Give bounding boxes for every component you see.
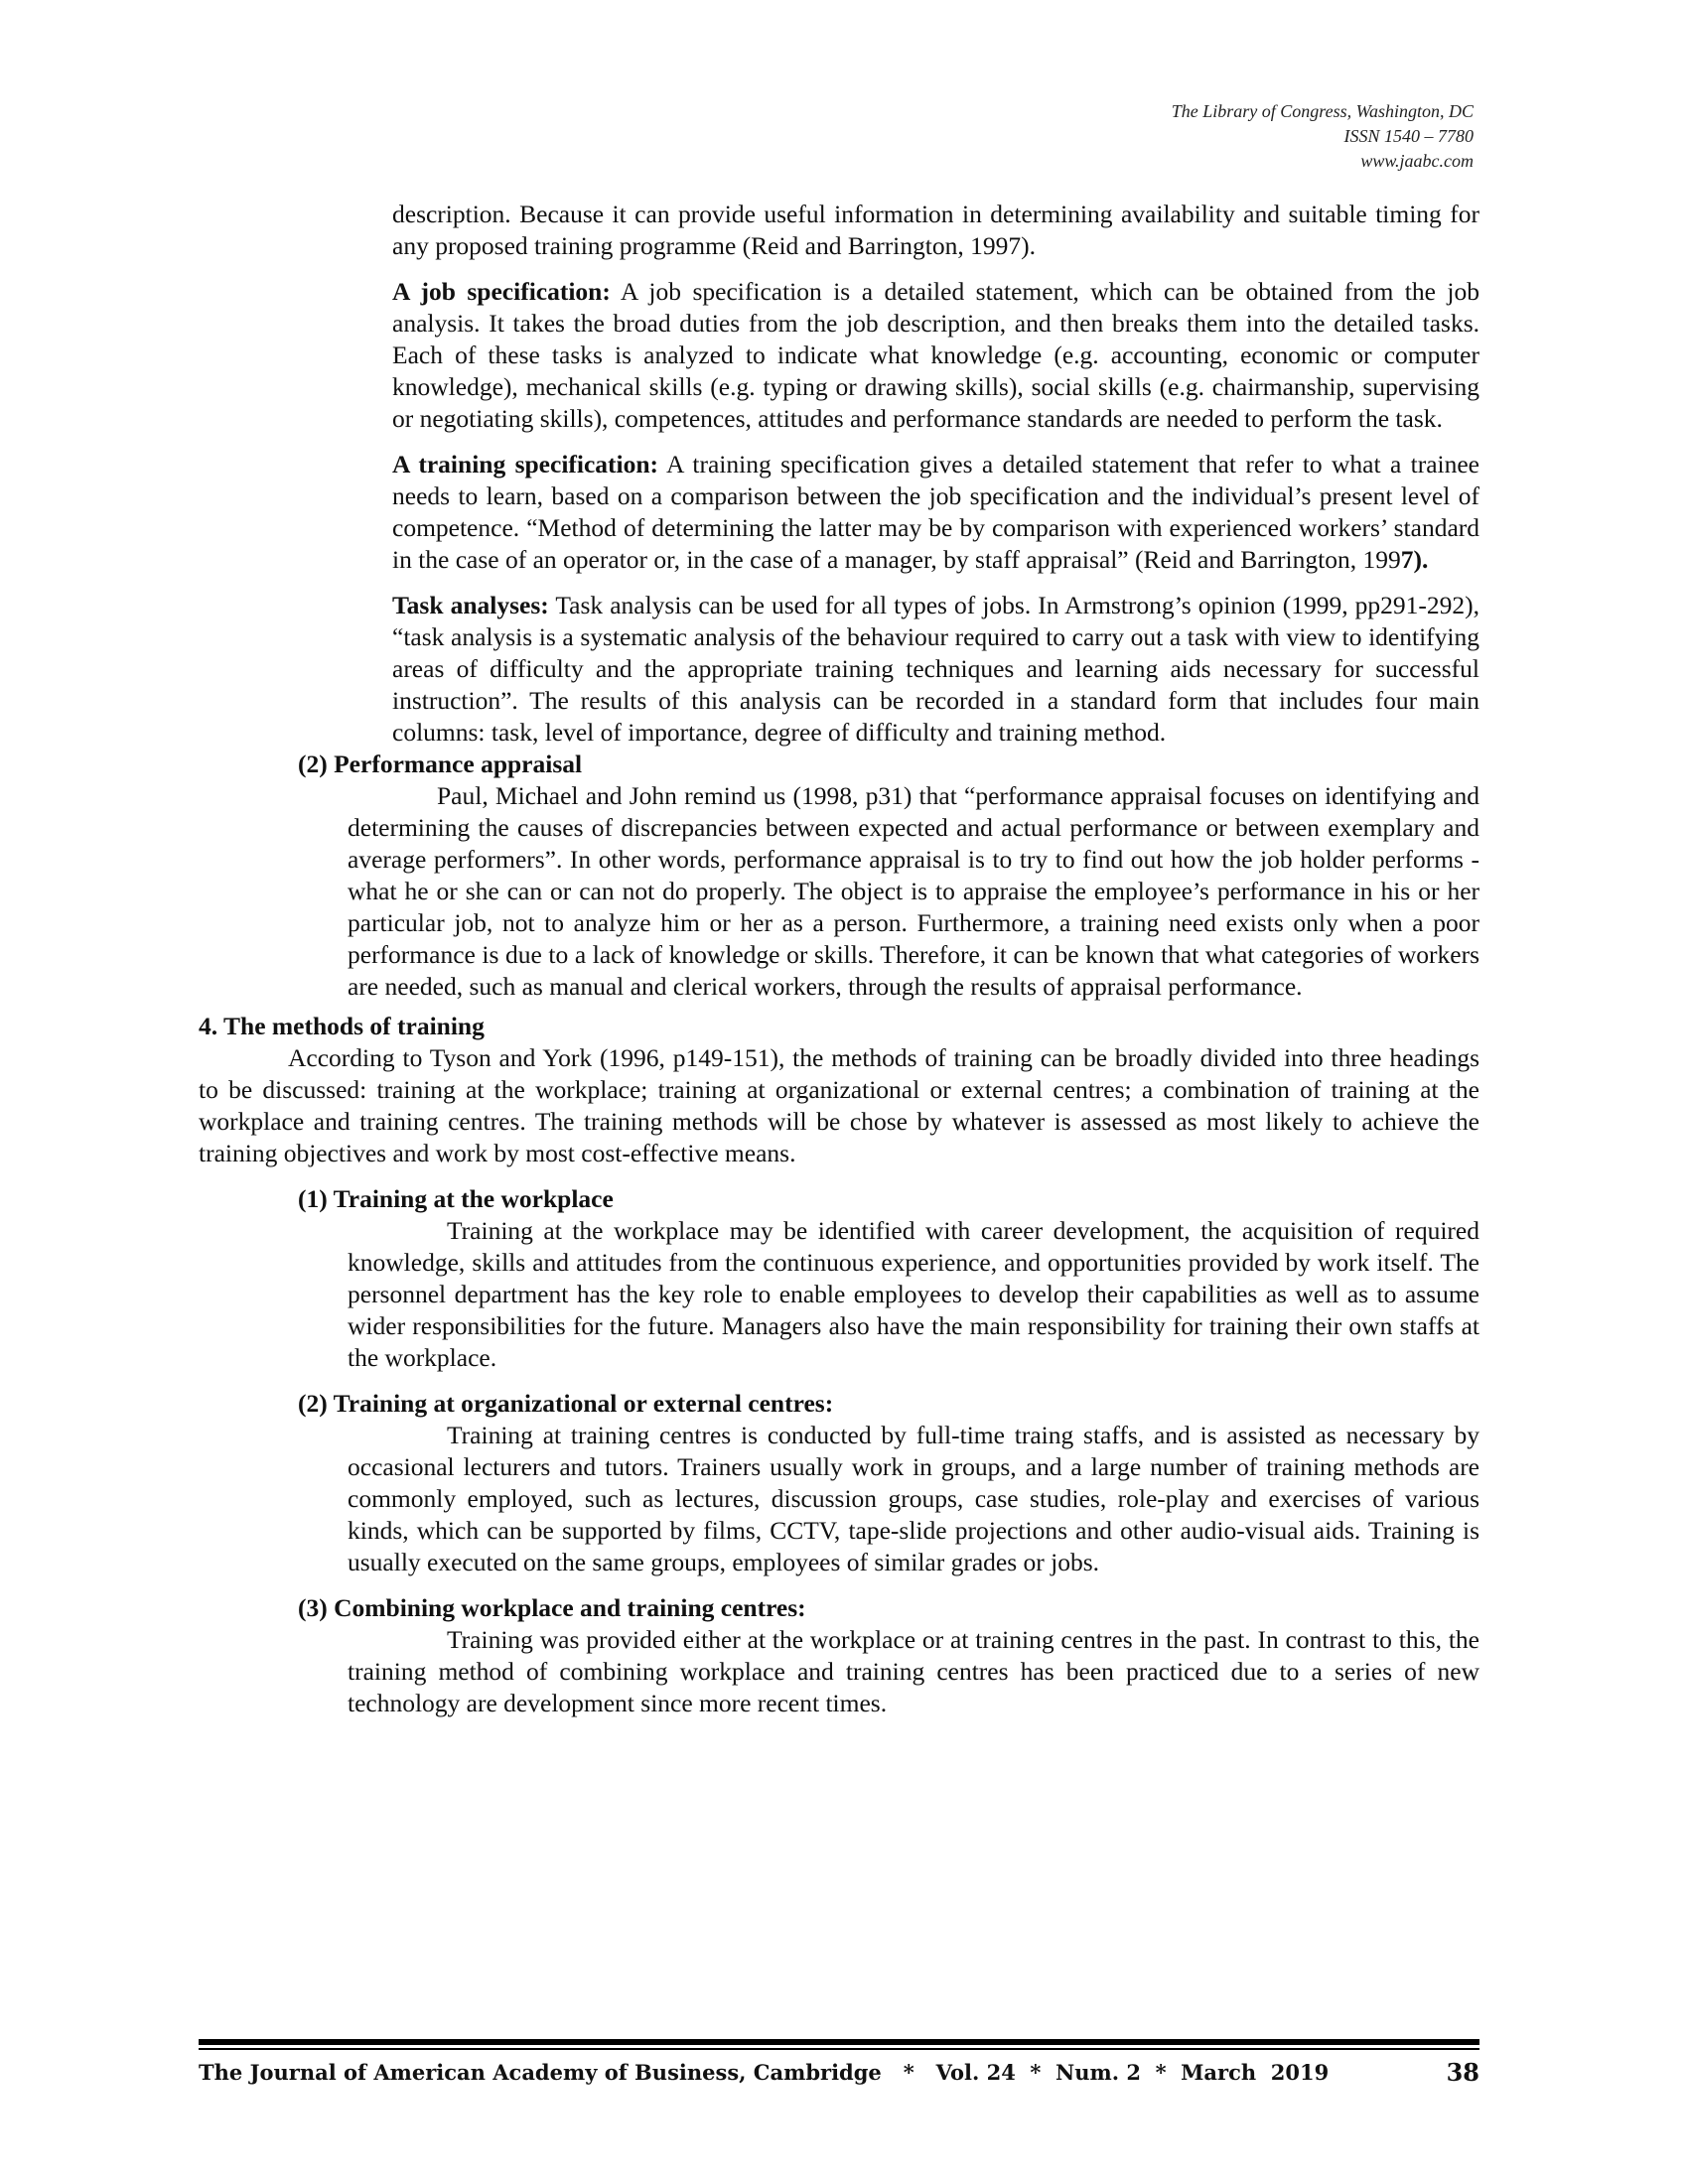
paragraph-task-analyses: Task analyses: Task analysis can be used for all types of jobs. In Armstrong’s opinion (1999, pp291-292), “task analysis is a systematic analysis of the behaviour required to carry out a task with view to identifying areas of difficulty and the appropriate training techniques and learning aids necessary for successful instruction”. The results of this analysis can be recorded in a standard form that includes four main columns: task, level of importance, degree of difficulty and training method. [392, 591, 1480, 747]
term-job-specification: A job specification: [392, 277, 611, 306]
paragraph-workplace: Training at the workplace may be identified with career development, the acquisition of required knowledge, skills and attitudes from the continuous experience, and opportunities provided by work itself. The personnel department has the key role to enable employees to develop their capabilities as well as to assume wider responsibilities for the future. Managers also have the main responsibility for training their own staffs at the workplace. [348, 1216, 1479, 1372]
term-training-specification: A training specification: [392, 450, 659, 478]
section-heading-methods: 4. The methods of training [199, 1012, 485, 1040]
footer-journal-citation: The Journal of American Academy of Business, Cambridge * Vol. 24 * Num. 2 * March 2019 [199, 2060, 1330, 2085]
header-library: The Library of Congress, Washington, DC [1171, 101, 1474, 121]
paragraph-performance-appraisal: Paul, Michael and John remind us (1998, p31) that “performance appraisal focuses on identifying and determining the causes of discrepancies between expected and actual performance or between exemplary and average performers”. In other words, performance appraisal is to try to find out how the job holder performs - what he or she can or can not do properly. The object is to appraise the employee’s performance in his or her particular job, not to analyze him or her as a person. Furthermore, a training need exists only when a poor performance is due to a lack of knowledge or skills. Therefore, it can be known that what categories of workers are needed, such as manual and clerical workers, through the results of appraisal performance. [348, 781, 1479, 1001]
subheading-combining: (3) Combining workplace and training centres: [298, 1593, 806, 1622]
paragraph-organizational-centres: Training at training centres is conducted by full-time traing staffs, and is assisted as necessary by occasional lecturers and tutors. Trainers usually work in groups, and a large number of training methods are commonly employed, such as lectures, discussion groups, case studies, role-play and exercises of various kinds, which can be supported by films, CCTV, tape-slide projections and other audio-visual aids. Training is usually executed on the same groups, employees of similar grades or jobs. [348, 1421, 1479, 1576]
subheading-performance-appraisal: (2) Performance appraisal [298, 750, 583, 778]
paragraph-job-specification: A job specification: A job specification is a detailed statement, which can be obtained from the job analysis. It takes the broad duties from the job description, and then breaks them into the detailed tasks. Each of these tasks is analyzed to indicate what knowledge (e.g. accounting, economic or computer knowledge), mechanical skills (e.g. typing or drawing skills), social skills (e.g. chairmanship, supervising or negotiating skills), competences, attitudes and performance standards are needed to perform the task. [392, 277, 1479, 433]
footer-divider [199, 2039, 1479, 2050]
paragraph-methods: According to Tyson and York (1996, p149-151), the methods of training can be broadly divided into three headings to be discussed: training at the workplace; training at organizational or external centres; a combination of training at the workplace and training centres. The training methods will be chose by whatever is assessed as most likely to achieve the training objectives and work by most cost-effective means. [199, 1043, 1479, 1167]
running-header [1172, 99, 1474, 174]
paragraph-training-specification: A training specification: A training specification gives a detailed statement that refer to what a trainee needs to learn, based on a comparison between the job specification and the individual’s present level of competence. “Method of determining the latter may be by comparison with experienced workers’ standard in the case of an operator or, in the case of a manager, by staff appraisal” (Reid and Barrington, 1997). [392, 450, 1479, 574]
subheading-organizational-centres: (2) Training at organizational or external centres: [298, 1389, 834, 1418]
article-body [0, 199, 1688, 1719]
header-website: www.jaabc.com [1360, 151, 1474, 171]
term-task-analyses: Task analyses: [392, 591, 549, 619]
paragraph-combining: Training was provided either at the workplace or at training centres in the past. In contrast to this, the training method of combining workplace and training centres has been practiced due to a series of new technology are development since more recent times. [348, 1625, 1479, 1717]
subheading-workplace: (1) Training at the workplace [298, 1184, 614, 1213]
header-issn: ISSN 1540 – 7780 [1343, 126, 1474, 146]
paragraph-continuation: description. Because it can provide useful information in determining availability and suitable timing for any proposed training programme (Reid and Barrington, 1997). [392, 200, 1479, 260]
page-number: 38 [1446, 2058, 1479, 2087]
